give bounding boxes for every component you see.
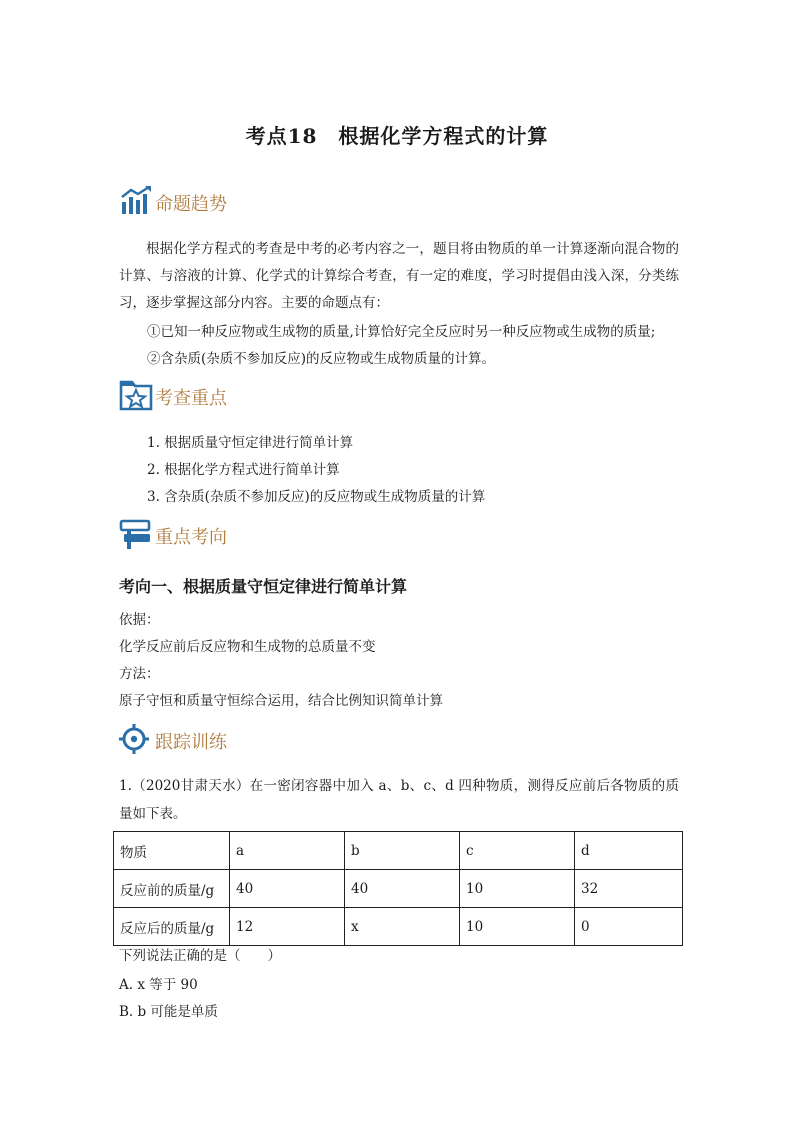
option-a: A. x 等于 90 (119, 977, 198, 993)
table-cell: 12 (230, 908, 345, 946)
table-header-row (114, 832, 683, 870)
basis-text: 化学反应前后反应物和生成物的总质量不变 (119, 639, 376, 655)
table-row (114, 908, 683, 946)
table-cell: 32 (575, 870, 683, 908)
target-crosshair-icon (119, 722, 153, 756)
section-training-heading (119, 720, 227, 756)
focus-item-2: 2. 根据化学方程式进行简单计算 (147, 462, 340, 478)
table-cell: 10 (460, 908, 575, 946)
table-header-cell: 物质 (114, 832, 230, 870)
method-label: 方法： (119, 666, 160, 682)
table-cell: 0 (575, 908, 683, 946)
section-trend-heading (119, 182, 227, 218)
folder-star-icon (119, 378, 153, 412)
table-header-cell: d (575, 832, 683, 870)
table-header-cell: c (460, 832, 575, 870)
table-cell: 反应后的质量/g (114, 908, 230, 946)
section-focus-heading (119, 376, 227, 412)
table-cell: x (345, 908, 460, 946)
focus-item-1: 1. 根据质量守恒定律进行简单计算 (147, 435, 354, 451)
table-header-cell: b (345, 832, 460, 870)
question-stem: 1.（2020甘肃天水）在一密闭容器中加入 a、b、c、d 四种物质，测得反应前后各物质的质量如下表。 (119, 778, 679, 822)
basis-label: 依据： (119, 612, 160, 628)
trend-point-1: ①已知一种反应物或生成物的质量,计算恰好完全反应时另一种反应物或生成物的质量; (147, 324, 656, 340)
table-header-cell: a (230, 832, 345, 870)
section-direction-label: 重点考向 (155, 527, 227, 548)
table-cell: 反应前的质量/g (114, 870, 230, 908)
signpost-icon (119, 517, 153, 551)
section-training-label: 跟踪训练 (155, 732, 227, 753)
bar-chart-trend-icon (119, 184, 153, 218)
focus-item-3: 3. 含杂质(杂质不参加反应)的反应物或生成物质量的计算 (147, 489, 486, 505)
page-title: 考点18 根据化学方程式的计算 (245, 124, 549, 148)
method-text: 原子守恒和质量守恒综合运用，结合比例知识简单计算 (119, 693, 443, 709)
table-cell: 40 (345, 870, 460, 908)
option-b: B. b 可能是单质 (119, 1004, 218, 1020)
table-cell: 10 (460, 870, 575, 908)
trend-point-2: ②含杂质(杂质不参加反应)的反应物或生成物质量的计算。 (147, 351, 496, 367)
question-prompt: 下列说法正确的是（ ） (119, 948, 281, 964)
mass-table (113, 831, 683, 946)
table-cell: 40 (230, 870, 345, 908)
section-focus-label: 考查重点 (155, 388, 227, 409)
table-row (114, 870, 683, 908)
section-direction-heading (119, 515, 227, 551)
section-trend-label: 命题趋势 (155, 194, 227, 215)
trend-paragraph: 根据化学方程式的考查是中考的必考内容之一，题目将由物质的单一计算逐渐向混合物的计算、与溶液的计算、化学式的计算综合考查，有一定的难度，学习时提倡由浅入深，分类练习，逐步掌握这部分内容。主要的命题点有： (119, 241, 679, 311)
direction-one-heading: 考向一、根据质量守恒定律进行简单计算 (119, 577, 408, 596)
